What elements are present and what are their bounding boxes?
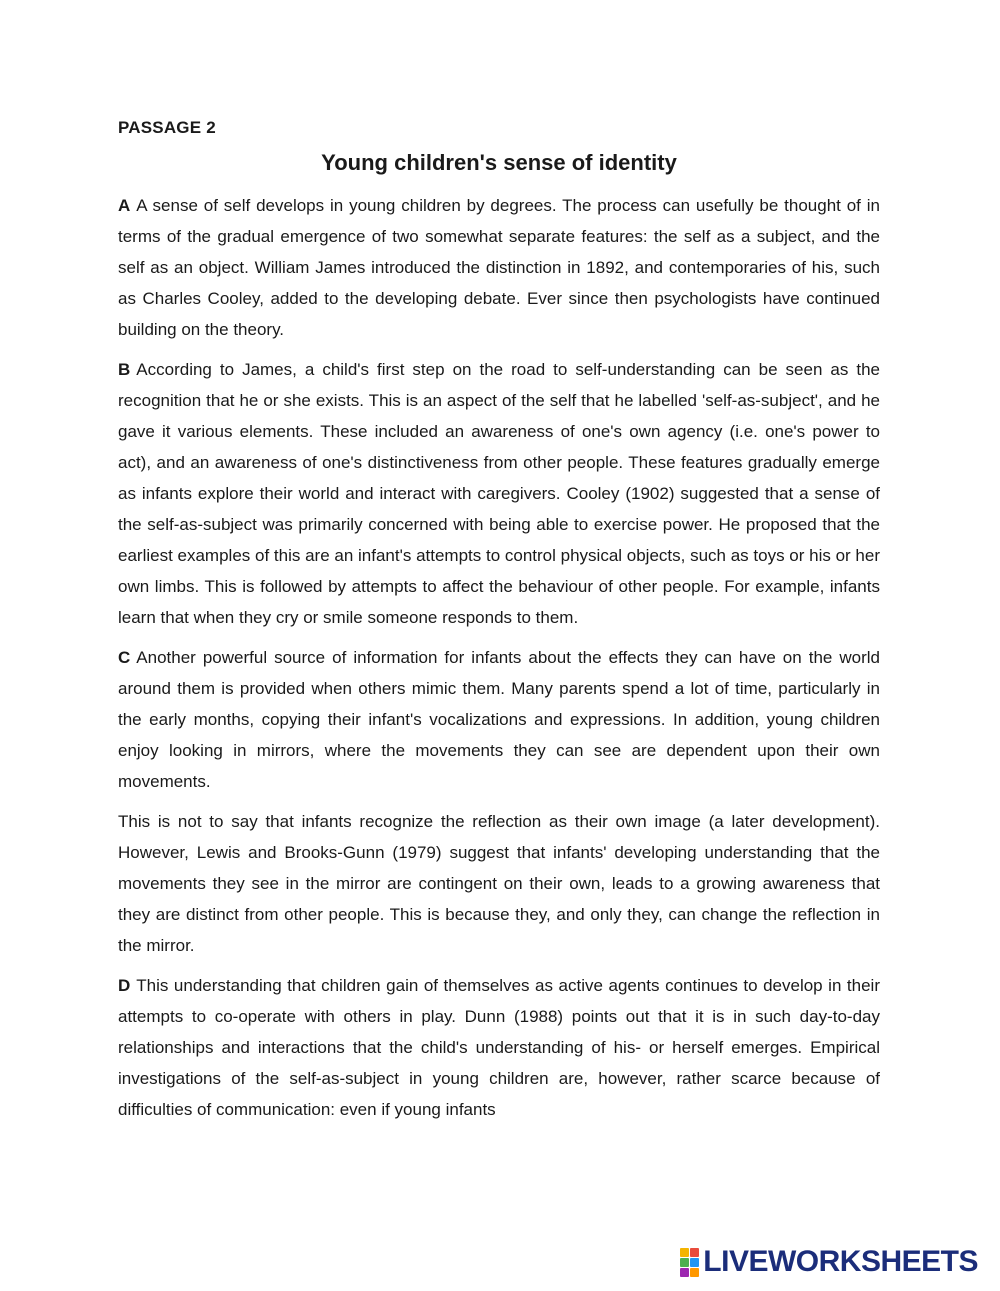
logo-tile: [680, 1248, 689, 1257]
logo-tile: [690, 1248, 699, 1257]
paragraph-d: [118, 970, 880, 1125]
paragraph-text: This is not to say that infants recognize the reflection as their own image (a later development). However, Lewis and Brooks-Gunn (1979) suggest that infants' developing understanding that the movements they see in the mirror are contingent on their own, leads to a growing awareness that they are distinct from other people. This is because they, and only they, can change the reflection in the mirror.: [118, 812, 880, 955]
logo-tile: [690, 1258, 699, 1267]
paragraph-text: This understanding that children gain of themselves as active agents continues to develop in their attempts to co-operate with others in play. Dunn (1988) points out that it is in such day-to-day relationships and interactions that the child's understanding of his- or herself emerges. Empirical investigations of the self-as-subject in young children are, however, rather scarce because of difficulties of communication: even if young infants: [118, 976, 880, 1119]
liveworksheets-logo-icon: [680, 1248, 699, 1277]
paragraph-a: [118, 190, 880, 345]
paragraph-b: [118, 354, 880, 633]
paragraph-text: Another powerful source of information for infants about the effects they can have on the world around them is provided when others mimic them. Many parents spend a lot of time, particularly in the early months, copying their infant's vocalizations and expressions. In addition, young children enjoy looking in mirrors, where the movements they can see are dependent upon their own movements.: [118, 648, 880, 791]
paragraph-letter: A: [118, 196, 131, 215]
passage-title: Young children's sense of identity: [321, 150, 677, 175]
brand-name: LIVEWORKSHEETS: [703, 1245, 978, 1278]
document-page: [118, 118, 880, 1134]
liveworksheets-logo: [680, 1245, 978, 1279]
logo-tile: [680, 1258, 689, 1267]
logo-tile: [680, 1268, 689, 1277]
paragraph-c: [118, 642, 880, 797]
paragraph-letter: D: [118, 976, 131, 995]
paragraph-letter: B: [118, 360, 131, 379]
passage-label: PASSAGE 2: [118, 118, 216, 137]
paragraph-text: According to James, a child's first step on the road to self-understanding can be seen as the recognition that he or she exists. This is an aspect of the self that he labelled 'self-as-subject', and he gave it various elements. These included an awareness of one's own agency (i.e. one's power to act), and an awareness of one's distinctiveness from other people. These features gradually emerge as infants explore their world and interact with caregivers. Cooley (1902) suggested that a sense of the self-as-subject was primarily concerned with being able to exercise power. He proposed that the earliest examples of this are an infant's attempts to control physical objects, such as toys or his or her own limbs. This is followed by attempts to affect the behaviour of other people. For example, infants learn that when they cry or smile someone responds to them.: [118, 360, 880, 627]
logo-tile: [690, 1268, 699, 1277]
paragraph-c-continued: [118, 806, 880, 961]
paragraph-text: A sense of self develops in young children by degrees. The process can usefully be thought of in terms of the gradual emergence of two somewhat separate features: the self as a subject, and the self as an object. William James introduced the distinction in 1892, and contemporaries of his, such as Charles Cooley, added to the developing debate. Ever since then psychologists have continued building on the theory.: [118, 196, 880, 339]
paragraph-letter: C: [118, 648, 131, 667]
